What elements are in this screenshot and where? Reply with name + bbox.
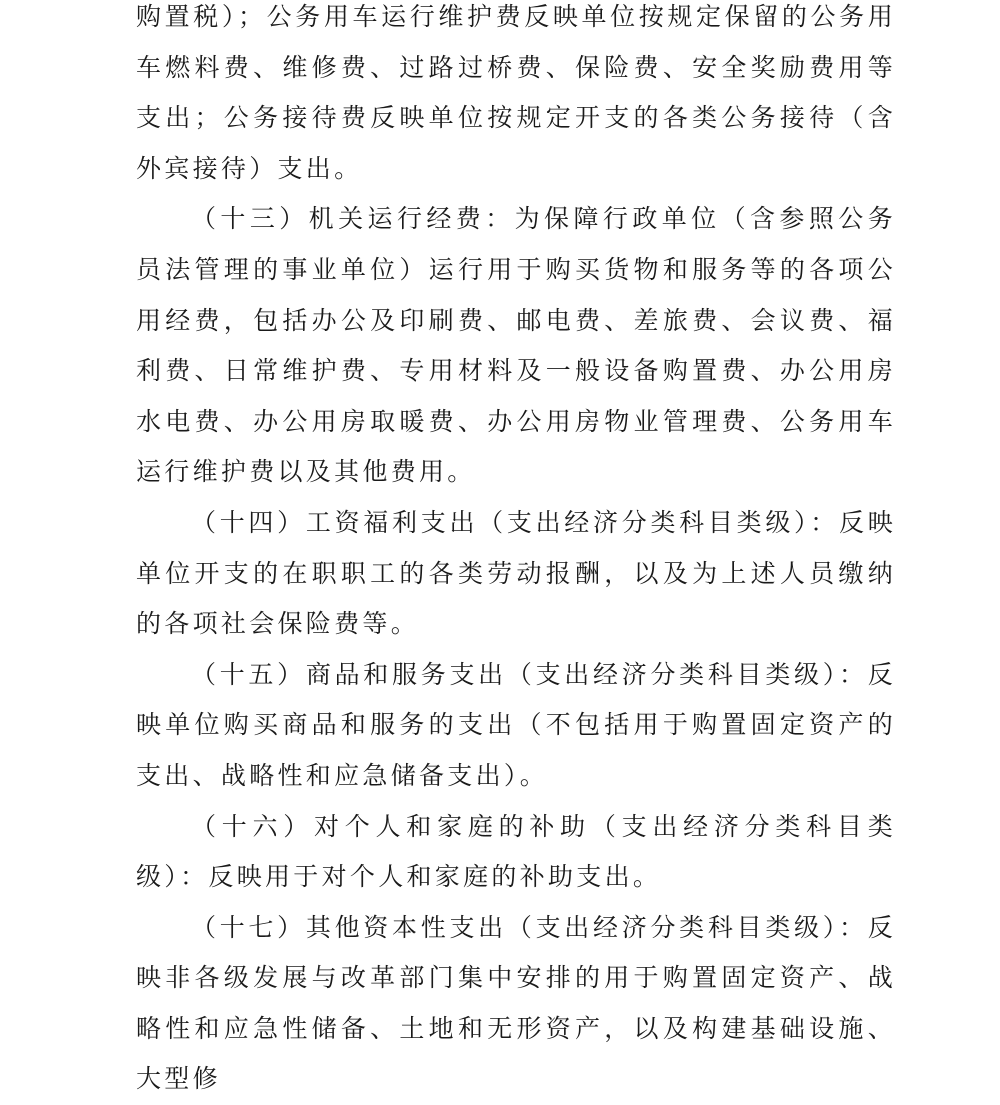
paragraph-15-goods-services: [136, 650, 896, 802]
paragraph-title: （十六）对个人和家庭的补助（支出经济分类科目类级）：: [136, 811, 896, 892]
paragraph-body: 反映非各级发展与改革部门集中安排的用于购置固定资产、战略性和应急性储备、土地和无形资产，以及构建基础设施、大型修: [136, 912, 896, 1094]
paragraph-title: （十四）工资福利支出（支出经济分类科目类级）：: [191, 507, 839, 537]
paragraph-vehicle-and-reception-costs: [136, 0, 896, 194]
paragraph-title: （十七）其他资本性支出（支出经济分类科目类级）：: [191, 912, 868, 942]
paragraph-body: 反映单位开支的在职职工的各类劳动报酬，以及为上述人员缴纳的各项社会保险费等。: [136, 507, 897, 639]
paragraph-body: 购置税）；公务用车运行维护费反映单位按规定保留的公务用车燃料费、维修费、过路过桥费、保险费、安全奖励费用等支出；公务接待费反映单位按规定开支的各类公务接待（含外宾接待）支出。: [136, 2, 896, 183]
paragraph-14-wages-benefits: [136, 498, 896, 650]
paragraph-body: 反映用于对个人和家庭的补助支出。: [208, 862, 662, 892]
paragraph-body: 反映单位购买商品和服务的支出（不包括用于购置固定资产的支出、战略性和应急储备支出）。: [136, 659, 896, 790]
paragraph-title: （十五）商品和服务支出（支出经济分类科目类级）：: [191, 659, 868, 689]
paragraph-title: （十三）机关运行经费：: [191, 204, 515, 234]
paragraph-13-operating-expenses: [136, 194, 896, 498]
paragraph-17-other-capital: [136, 903, 896, 1105]
document-body: [136, 0, 896, 1105]
paragraph-body: 为保障行政单位（含参照公务员法管理的事业单位）运行用于购买货物和服务等的各项公用经费，包括办公及印刷费、邮电费、差旅费、会议费、福利费、日常维护费、专用材料及一般设备购置费、办公用房水电费、办公用房取暖费、办公用房物业管理费、公务用车运行维护费以及其他费用。: [136, 204, 896, 487]
paragraph-16-household-subsidies: [136, 802, 896, 903]
